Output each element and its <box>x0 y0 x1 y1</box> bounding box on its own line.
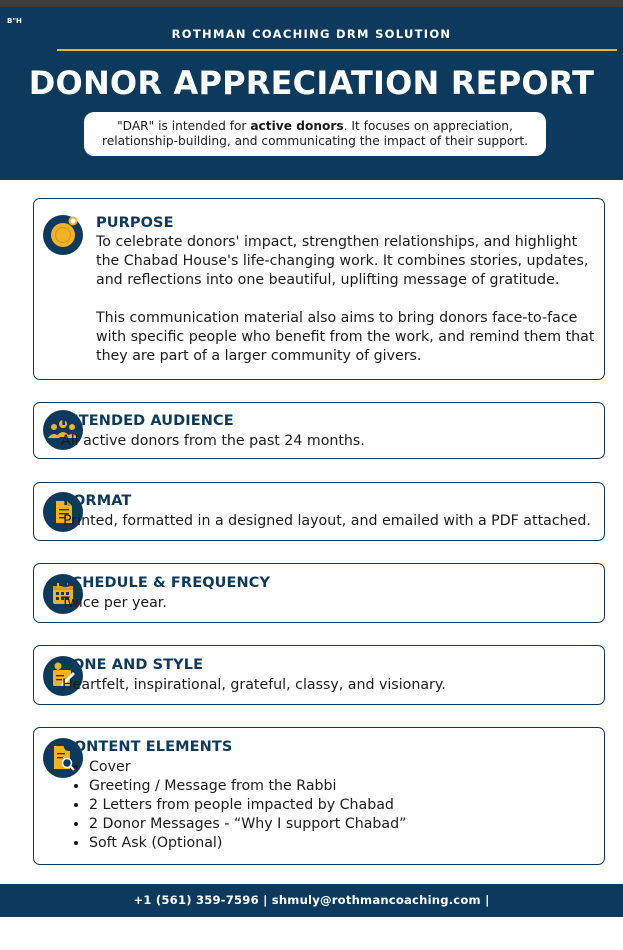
schedule-title: SCHEDULE & FREQUENCY <box>61 575 271 591</box>
format-title: FORMAT <box>63 493 132 509</box>
format-body: Printed, formatted in a designed layout, and emailed with a PDF attached. <box>63 513 591 529</box>
intro-text-post: . It focuses on appreciation, relationship-building, and communicating the impact of their support. <box>101 119 529 148</box>
purpose-title: PURPOSE <box>96 215 174 231</box>
list-item: • Soft Ask (Optional) <box>89 834 609 853</box>
format-card <box>33 482 605 541</box>
list-item: • Greeting / Message from the Rabbi <box>89 777 609 796</box>
list-item: • 2 Letters from people impacted by Chabad <box>89 796 609 815</box>
intro-text-pre: "DAR" is intended for <box>117 119 251 133</box>
tone-card <box>33 645 605 705</box>
brand-name: ROTHMAN COACHING DRM SOLUTION <box>171 27 452 41</box>
audience-card <box>33 402 605 459</box>
content-elements-title: CONTENT ELEMENTS <box>63 739 233 755</box>
list-item: • 2 Donor Messages - “Why I support Chabad” <box>89 815 609 834</box>
bh-mark: B"H <box>7 17 22 25</box>
audience-body: All active donors from the past 24 months. <box>61 433 365 449</box>
header-banner <box>0 7 623 180</box>
purpose-paragraph-2: This communication material also aims to bring donors face-to-face with specific people who benefit from the work, and remind them that they are part of a larger community of givers. <box>96 310 595 364</box>
schedule-body: Twice per year. <box>61 595 167 611</box>
tone-body: Heartfelt, inspirational, grateful, classy, and visionary. <box>62 677 446 693</box>
hands-coin-icon <box>43 215 83 255</box>
tone-title: TONE AND STYLE <box>62 657 204 673</box>
content-elements-list <box>63 758 609 853</box>
purpose-card <box>33 198 605 380</box>
schedule-card <box>33 563 605 623</box>
purpose-body <box>96 233 596 366</box>
brand-divider <box>57 49 617 51</box>
intro-text-bold: active donors <box>250 119 344 133</box>
intro-box <box>84 112 546 156</box>
list-item: • Cover <box>89 758 609 777</box>
content-elements-card <box>33 727 605 865</box>
footer-contact: +1 (561) 359-7596 | shmuly@rothmancoaching.com | https://www.rothmancoaching.com/DRM <box>0 884 623 917</box>
purpose-paragraph-1: To celebrate donors' impact, strengthen relationships, and highlight the Chabad House's life-changing work. It combines stories, updates, and reflections into one beautiful, uplifting message of gratitude. <box>96 234 589 288</box>
audience-title: INTENDED AUDIENCE <box>61 413 234 429</box>
page-title: DONOR APPRECIATION REPORT <box>28 64 595 102</box>
top-strip <box>0 0 623 7</box>
